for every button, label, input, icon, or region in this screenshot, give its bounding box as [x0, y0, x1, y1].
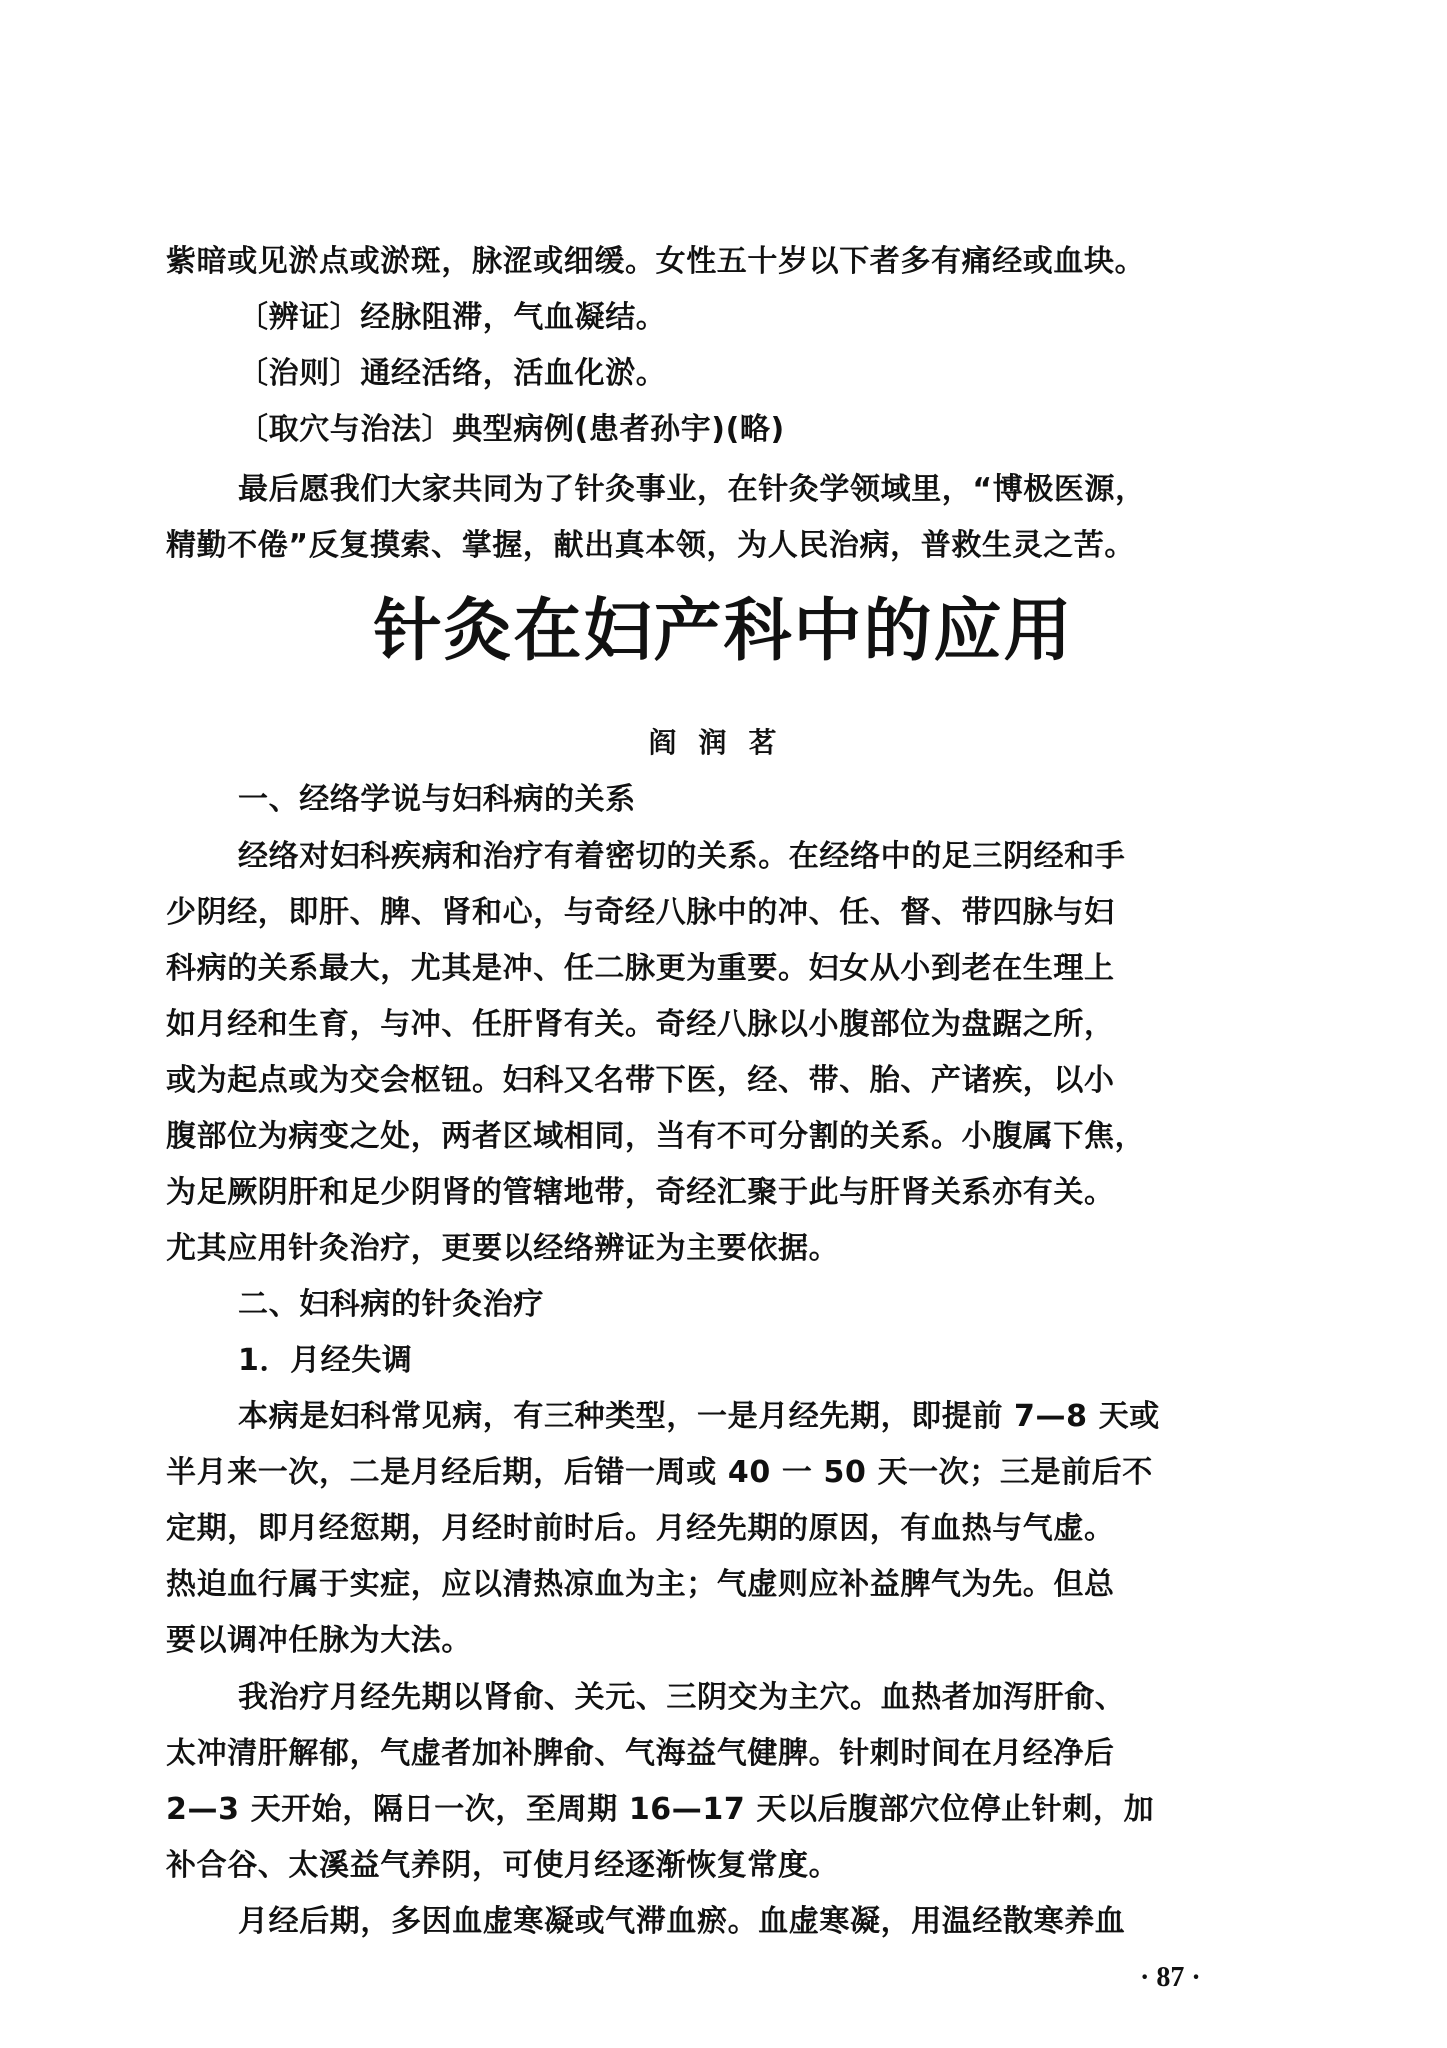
- page-number: · 87 ·: [1140, 1962, 1201, 1993]
- prev-treatment-principle-line: 〔治则〕通经活络，活血化淤。: [238, 356, 667, 391]
- body-line: 要以调冲任脉为大法。: [166, 1623, 472, 1658]
- body-line: 尤其应用针灸治疗，更要以经络辨证为主要依据。: [166, 1231, 840, 1266]
- body-line: 补合谷、太溪益气养阴，可使月经逐渐恢复常度。: [166, 1848, 840, 1883]
- body-line: 或为起点或为交会枢钮。妇科又名带下医，经、带、胎、产诸疾，以小: [166, 1063, 1115, 1098]
- body-line: 热迫血行属于实症，应以清热凉血为主；气虚则应补益脾气为先。但总: [166, 1567, 1115, 1602]
- body-line: 2—3 天开始，隔日一次，至周期 16—17 天以后腹部穴位停止针刺，加: [166, 1792, 1155, 1827]
- body-line: 科病的关系最大，尤其是冲、任二脉更为重要。妇女从小到老在生理上: [166, 951, 1115, 986]
- article-title: 针灸在妇产科中的应用: [373, 592, 1074, 671]
- body-line: 我治疗月经先期以肾俞、关元、三阴交为主穴。血热者加泻肝俞、: [238, 1680, 1126, 1715]
- body-line: 定期，即月经愆期，月经时前时后。月经先期的原因，有血热与气虚。: [166, 1511, 1115, 1546]
- body-line: 经络对妇科疾病和治疗有着密切的关系。在经络中的足三阴经和手: [238, 839, 1126, 874]
- prev-closing-line: 最后愿我们大家共同为了针灸事业，在针灸学领域里，“博极医源，: [238, 472, 1146, 507]
- body-line: 为足厥阴肝和足少阴肾的管辖地带，奇经汇聚于此与肝肾关系亦有关。: [166, 1175, 1115, 1210]
- body-line: 腹部位为病变之处，两者区域相同，当有不可分割的关系。小腹属下焦，: [166, 1119, 1146, 1154]
- body-line: 如月经和生育，与冲、任肝肾有关。奇经八脉以小腹部位为盘踞之所，: [166, 1007, 1115, 1042]
- body-line: 太冲清肝解郁，气虚者加补脾俞、气海益气健脾。针刺时间在月经净后: [166, 1736, 1115, 1771]
- prev-text-line: 紫暗或见淤点或淤斑，脉涩或细缓。女性五十岁以下者多有痛经或血块。: [166, 244, 1146, 279]
- subsection-heading-1: 1．月经失调: [238, 1343, 413, 1378]
- section-heading-1: 一、经络学说与妇科病的关系: [238, 782, 636, 817]
- body-line: 月经后期，多因血虚寒凝或气滞血瘀。血虚寒凝，用温经散寒养血: [238, 1904, 1126, 1939]
- prev-differentiation-line: 〔辨证〕经脉阻滞，气血凝结。: [238, 300, 667, 335]
- prev-closing-line-2: 精勤不倦”反复摸索、掌握，献出真本领，为人民治病，普救生灵之苦。: [166, 528, 1135, 563]
- prev-acupoint-method-line: 〔取穴与治法〕典型病例(患者孙宇)(略): [238, 412, 785, 447]
- article-author: 阎润茗: [648, 726, 799, 759]
- body-line: 少阴经，即肝、脾、肾和心，与奇经八脉中的冲、任、督、带四脉与妇: [166, 895, 1115, 930]
- body-line: 本病是妇科常见病，有三种类型，一是月经先期，即提前 7—8 天或: [238, 1399, 1160, 1434]
- section-heading-2: 二、妇科病的针灸治疗: [238, 1287, 544, 1322]
- body-line: 半月来一次，二是月经后期，后错一周或 40 一 50 天一次；三是前后不: [166, 1455, 1153, 1490]
